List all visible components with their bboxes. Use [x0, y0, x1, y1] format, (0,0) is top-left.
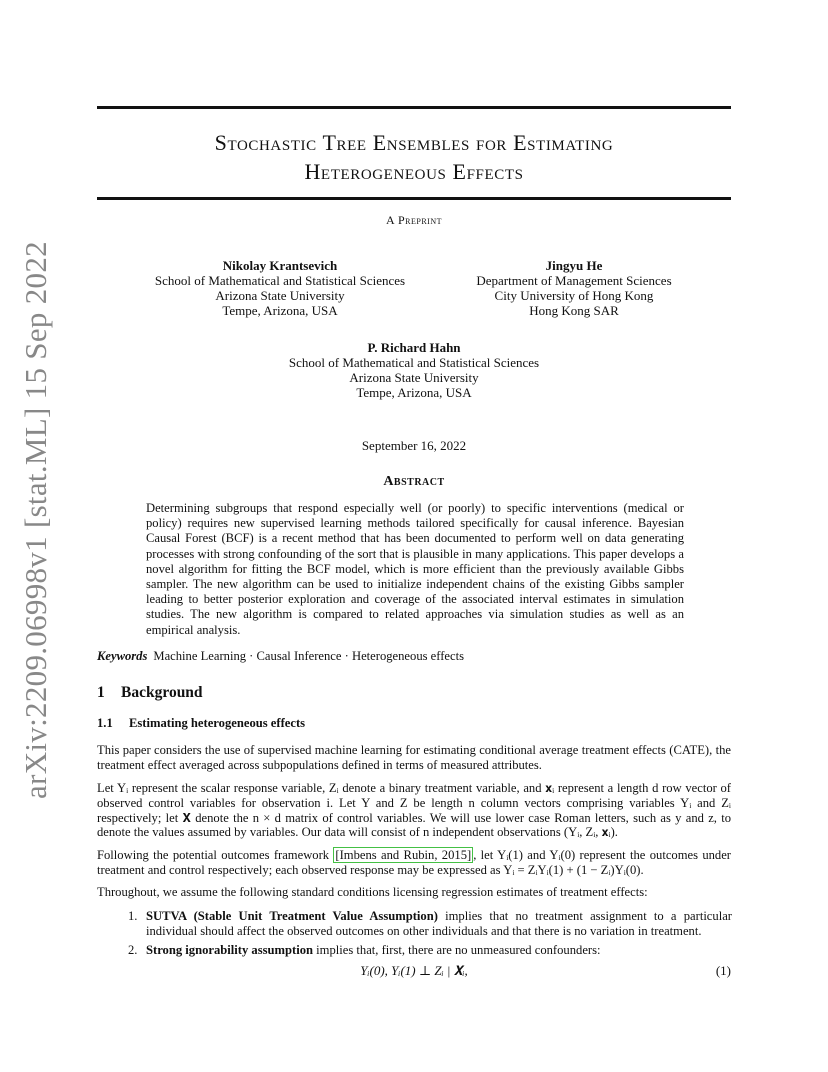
section-number: 1: [97, 684, 105, 701]
author-1: [140, 258, 420, 318]
section-heading: [97, 684, 203, 702]
list-item-number: 1.: [128, 909, 138, 923]
equation-number: (1): [715, 963, 731, 978]
paragraph-3: [97, 848, 731, 878]
paper-date: September 16, 2022: [361, 438, 467, 453]
arxiv-stamp-text: arXiv:2209.06998v1 [stat.ML] 15 Sep 2022: [18, 241, 53, 799]
list-item-title: SUTVA (Stable Unit Treatment Value Assumption): [146, 909, 438, 923]
list-item-number: 2.: [128, 942, 138, 957]
author-affiliation: Tempe, Arizona, USA: [222, 303, 338, 318]
author-name: Jingyu He: [545, 258, 603, 273]
author-affiliation: School of Mathematical and Statistical Sciences: [288, 355, 540, 370]
list-item-title: Strong ignorability assumption: [146, 942, 314, 957]
keywords-label: Keywords: [97, 649, 148, 663]
title-line-1: Stochastic Tree Ensembles for Estimating: [214, 130, 614, 155]
author-3: [274, 340, 554, 400]
paragraph-3-end: , let Yᵢ(1) and Yᵢ(0) represent the outcomes under treatment and control respectively; each observed response may be expressed as Yᵢ = ZᵢYᵢ(1) + (1 − Zᵢ)Yᵢ(0).: [97, 848, 732, 877]
author-affiliation: School of Mathematical and Statistical Sciences: [154, 273, 406, 288]
bottom-rule: [97, 197, 731, 200]
equation-body: Yᵢ(0), Yᵢ(1) ⊥ Zᵢ | 𝐗ᵢ,: [360, 963, 468, 978]
author-name: P. Richard Hahn: [367, 340, 461, 355]
author-affiliation: Arizona State University: [349, 370, 479, 385]
citation-link[interactable]: [Imbens and Rubin, 2015]: [335, 848, 472, 862]
abstract-text: Determining subgroups that respond especially well (or poorly) to specific interventions (medical or policy) requires new supervised learning methods tailored specifically for causal inference. Bayesian Causal Forest (BCF) is a recent method that has been documented to perform well on data generating processes with strong confounding of the sort that is plausible in many applications. This paper develops a novel algorithm for fitting the BCF model, which is more efficient than the previously available Gibbs sampler. The new algorithm can be used to initialize independent chains of the existing Gibbs sampler leading to better posterior exploration and coverage of the associated interval estimates in simulation studies. The new algorithm is compared to related approaches via simulation studies as well as an empirical analysis.: [146, 501, 684, 637]
list-item-text: implies that no treatment assignment to a particular individual should affect the observed outcomes on other individuals and that there is no variation in treatment.: [146, 909, 732, 938]
title-line-2: Heterogeneous Effects: [304, 159, 524, 184]
author-affiliation: Department of Management Sciences: [476, 273, 672, 288]
keywords: [97, 649, 464, 664]
paper-title: [97, 128, 731, 186]
abstract-heading: Abstract: [383, 474, 445, 489]
paragraph-4: Throughout, we assume the following standard conditions licensing regression estimates of treatment effects:: [97, 885, 648, 899]
list-item-text: implies that, first, there are no unmeasured confounders:: [313, 942, 601, 957]
equation-1: [97, 963, 731, 979]
subsection-number: 1.1: [97, 716, 113, 730]
author-affiliation: City University of Hong Kong: [494, 288, 654, 303]
author-affiliation: Hong Kong SAR: [529, 303, 619, 318]
author-affiliation: Tempe, Arizona, USA: [356, 385, 472, 400]
list-item: [128, 909, 732, 939]
author-2: [444, 258, 704, 318]
section-title: Background: [121, 684, 203, 701]
list-item: [128, 943, 732, 958]
preprint-label: A Preprint: [385, 213, 442, 227]
paragraph-2: Let Yᵢ represent the scalar response variable, Zᵢ denote a binary treatment variable, and 𝐱ᵢ represent a length d row vector of observed control variables for observation i. Let Y and Z be length n column vectors comprising variables Yᵢ and Zᵢ respectively; let 𝐗 denote the n × d matrix of control variables. We will use lower case Roman letters, such as y and z, to denote the values assumed by variables. Our data will consist of n independent observations (Yᵢ, Zᵢ, 𝐱ᵢ).: [97, 781, 731, 840]
assumption-list: [128, 909, 732, 961]
paragraph-1: This paper considers the use of supervised machine learning for estimating conditional average treatment effects (CATE), the treatment effect averaged across subpopulations defined in terms of measured attributes.: [97, 743, 731, 772]
subsection-heading: [97, 716, 305, 731]
arxiv-stamp: [16, 241, 56, 799]
paragraph-3-start: Following the potential outcomes framework: [97, 848, 334, 862]
author-affiliation: Arizona State University: [215, 288, 345, 303]
keywords-list: Machine Learning · Causal Inference · Heterogeneous effects: [153, 649, 464, 663]
subsection-title: Estimating heterogeneous effects: [129, 716, 306, 730]
top-rule: [97, 106, 731, 109]
author-name: Nikolay Krantsevich: [222, 258, 338, 273]
